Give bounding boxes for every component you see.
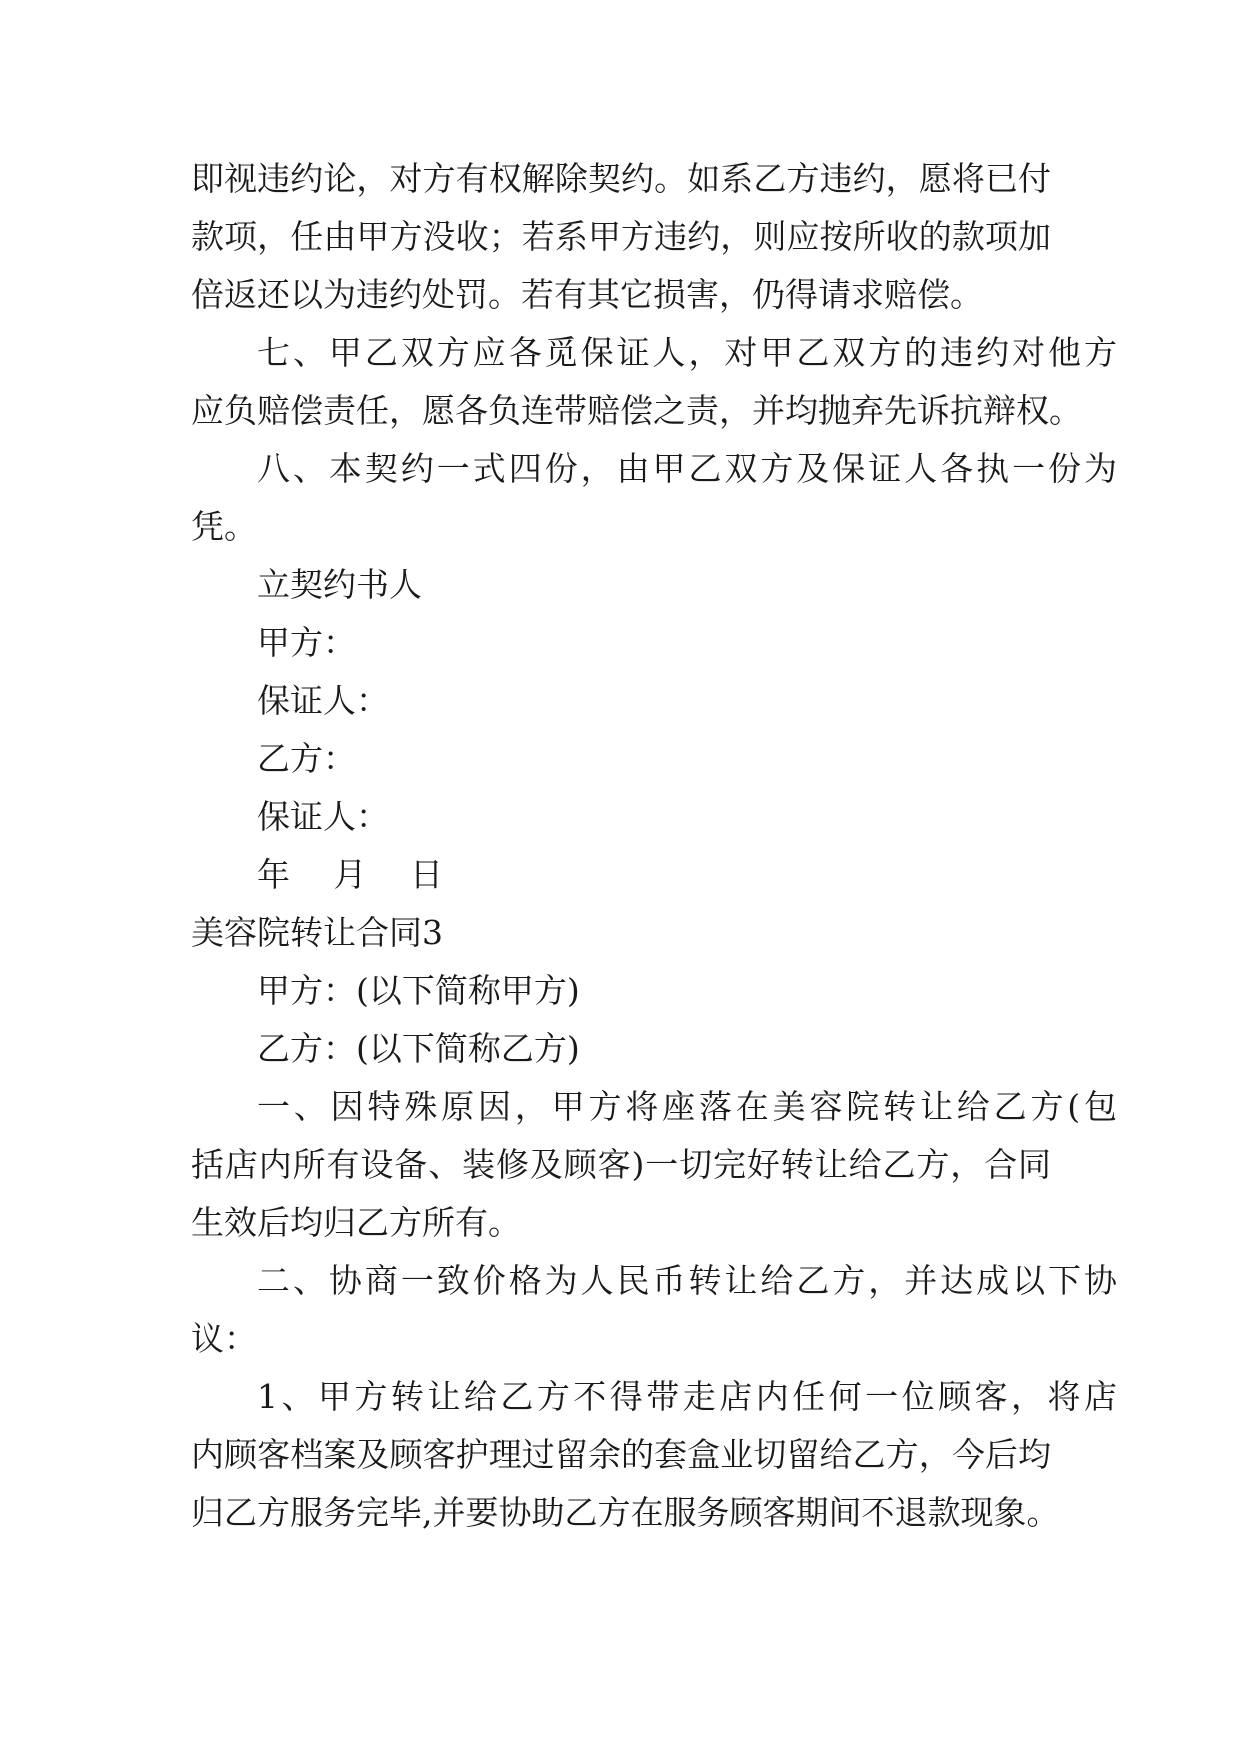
text-line: 归乙方服务完毕,并要协助乙方在服务顾客期间不退款现象。 [191, 1493, 1060, 1532]
clause-1-line: 一、因特殊原因，甲方将座落在美容院转让给乙方(包 [257, 1087, 1117, 1126]
party-b-definition: 乙方：(以下简称乙方) [257, 1029, 580, 1068]
guarantor-a-signature-label: 保证人： [257, 681, 389, 720]
party-a-definition: 甲方：(以下简称甲方) [257, 971, 580, 1010]
text-line: 款项，任由甲方没收；若系甲方违约，则应按所收的款项加 [191, 217, 1051, 256]
clause-8-line: 八、本契约一式四份，由甲乙双方及保证人各执一份为 [257, 449, 1117, 488]
text-line: 议： [191, 1319, 257, 1358]
text-line: 应负赔偿责任，愿各负连带赔偿之责，并均抛弃先诉抗辩权。 [191, 391, 1082, 430]
text-line: 生效后均归乙方所有。 [191, 1203, 521, 1242]
document-body [191, 150, 1117, 1542]
signatory-heading: 立契约书人 [257, 565, 422, 604]
text-line: 倍返还以为违约处罚。若有其它损害，仍得请求赔偿。 [191, 275, 983, 314]
date-line: 年 月 日 [257, 855, 443, 894]
text-line: 凭。 [191, 507, 257, 546]
text-line: 括店内所有设备、装修及顾客)一切完好转让给乙方，合同 [191, 1145, 1051, 1184]
text-line: 内顾客档案及顾客护理过留余的套盒业切留给乙方，今后均 [191, 1435, 1051, 1474]
text-line: 即视违约论，对方有权解除契约。如系乙方违约，愿将已付 [191, 159, 1051, 198]
clause-2-line: 二、协商一致价格为人民币转让给乙方，并达成以下协 [257, 1261, 1117, 1300]
party-a-signature-label: 甲方： [257, 623, 356, 662]
party-b-signature-label: 乙方： [257, 739, 356, 778]
contract-title: 美容院转让合同3 [191, 913, 443, 952]
subclause-1-line: 1、甲方转让给乙方不得带走店内任何一位顾客，将店 [257, 1377, 1117, 1416]
clause-7-line: 七、甲乙双方应各觅保证人，对甲乙双方的违约对他方 [257, 333, 1117, 372]
guarantor-b-signature-label: 保证人： [257, 797, 389, 836]
